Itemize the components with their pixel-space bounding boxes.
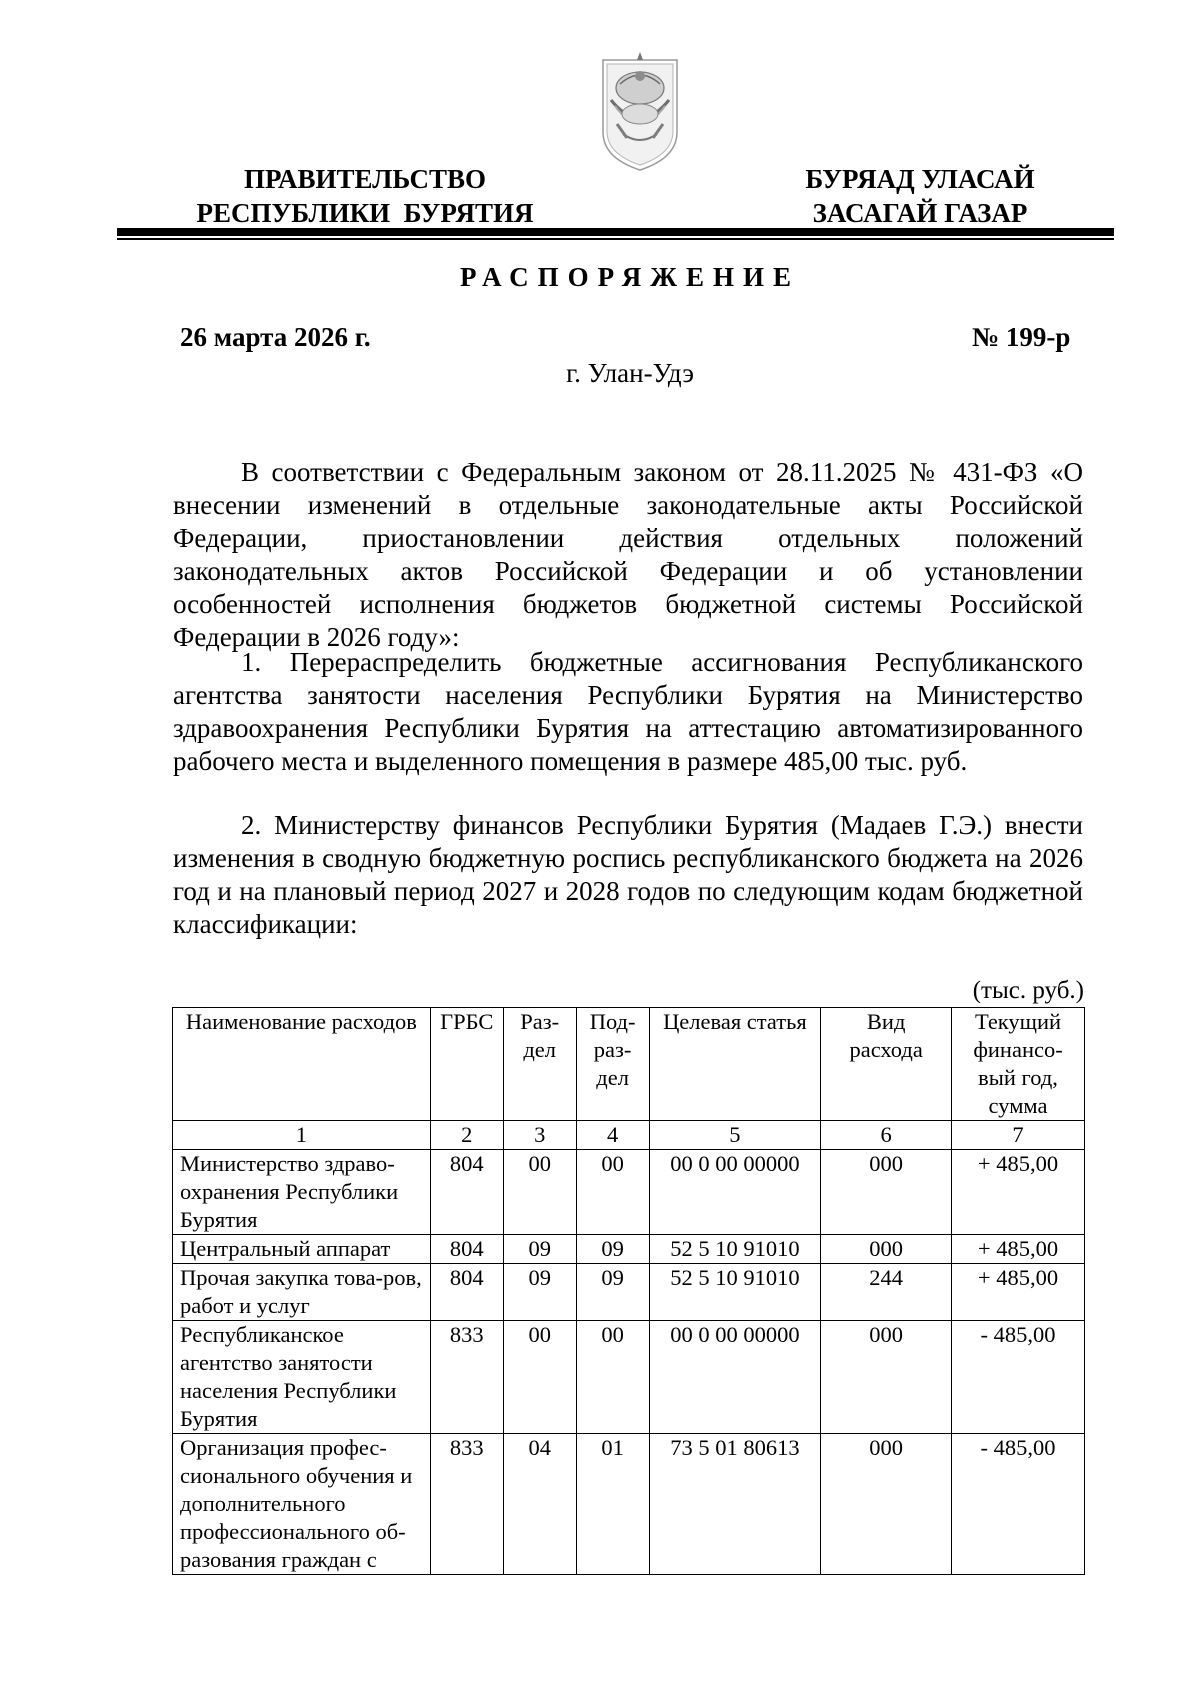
header-name: Наименование расходов	[173, 1008, 431, 1121]
column-number: 6	[821, 1121, 952, 1150]
cell-tselevaya: 00 0 00 00000	[649, 1150, 821, 1235]
cell-grbs: 833	[430, 1434, 503, 1575]
cell-tselevaya: 52 5 10 91010	[649, 1264, 821, 1321]
column-number: 7	[952, 1121, 1085, 1150]
cell-grbs: 833	[430, 1321, 503, 1434]
header-tselevaya: Целевая статья	[649, 1008, 821, 1121]
header-right-line2: ЗАСАГАЙ ГАЗАР	[812, 198, 1028, 228]
government-name-russian	[160, 162, 570, 230]
cell-razdel: 04	[503, 1434, 576, 1575]
cell-razdel: 09	[503, 1235, 576, 1264]
header-razdel: Раз-дел	[503, 1008, 576, 1121]
cell-grbs: 804	[430, 1264, 503, 1321]
document-number: № 199-р	[972, 322, 1071, 352]
cell-name: Министерство здраво-охранения Республики Бурятия	[173, 1150, 431, 1235]
cell-vid: 000	[821, 1235, 952, 1264]
cell-vid: 244	[821, 1264, 952, 1321]
document-title: РАСПОРЯЖЕНИЕ	[459, 262, 801, 292]
cell-summa: - 485,00	[952, 1321, 1085, 1434]
cell-grbs: 804	[430, 1235, 503, 1264]
cell-name: Организация профес-сионального обучения и дополнительного профессионального об-разования граждан с	[173, 1434, 431, 1575]
cell-razdel: 00	[503, 1150, 576, 1235]
column-number: 5	[649, 1121, 821, 1150]
cell-podrazdel: 09	[576, 1264, 649, 1321]
cell-vid: 000	[821, 1321, 952, 1434]
header-divider-thin	[117, 238, 1114, 240]
column-number: 3	[503, 1121, 576, 1150]
cell-name: Центральный аппарат	[173, 1235, 431, 1264]
column-number-row	[173, 1121, 1085, 1150]
table-header-row	[173, 1008, 1085, 1121]
header-grbs: ГРБС	[430, 1008, 503, 1121]
cell-tselevaya: 73 5 01 80613	[649, 1434, 821, 1575]
cell-summa: - 485,00	[952, 1434, 1085, 1575]
header-left-line1: ПРАВИТЕЛЬСТВО	[243, 164, 487, 194]
column-number: 2	[430, 1121, 503, 1150]
item-1-paragraph	[173, 646, 1083, 778]
table-row	[173, 1264, 1085, 1321]
table-row	[173, 1321, 1085, 1434]
header-divider-thick	[117, 228, 1114, 236]
cell-razdel: 09	[503, 1264, 576, 1321]
table-row	[173, 1150, 1085, 1235]
cell-summa: + 485,00	[952, 1235, 1085, 1264]
table-units-label: (тыс. руб.)	[972, 977, 1084, 1004]
cell-name: Прочая закупка това-ров, работ и услуг	[173, 1264, 431, 1321]
item-2-paragraph	[173, 809, 1083, 941]
cell-razdel: 00	[503, 1321, 576, 1434]
header-left-line2: РЕСПУБЛИКИ БУРЯТИЯ	[196, 198, 534, 228]
header-right-line1: БУРЯАД УЛАСАЙ	[805, 164, 1035, 194]
header-podrazdel: Под-раз-дел	[576, 1008, 649, 1121]
table-row	[173, 1235, 1085, 1264]
cell-tselevaya: 52 5 10 91010	[649, 1235, 821, 1264]
cell-grbs: 804	[430, 1150, 503, 1235]
cell-name: Республиканское агентство занятости населения Республики Бурятия	[173, 1321, 431, 1434]
header-vid: Вид расхода	[821, 1008, 952, 1121]
item-1-text: 1. Перераспределить бюджетные ассигнования Республиканского агентства занятости населения Республики Бурятия на Министерство здравоохранения Республики Бурятия на аттестацию автоматизированного рабочего места и выделенного помещения в размере 485,00 тыс. руб.	[173, 647, 1083, 776]
item-2-text: 2. Министерству финансов Республики Бурятия (Мадаев Г.Э.) внести изменения в сводную бюджетную роспись республиканского бюджета на 2026 год и на плановый период 2027 и 2028 годов по следующим кодам бюджетной классификации:	[173, 810, 1083, 939]
preamble-text: В соответствии с Федеральным законом от 28.11.2025 № 431-ФЗ «О внесении изменений в отдельные законодательные акты Российской Федерации, приостановлении действия отдельных положений законодательных актов Российской Федерации и об установлении особенностей исполнения бюджетов бюджетной системы Российской Федерации в 2026 году»:	[173, 457, 1083, 652]
cell-podrazdel: 09	[576, 1235, 649, 1264]
cell-summa: + 485,00	[952, 1150, 1085, 1235]
cell-podrazdel: 01	[576, 1434, 649, 1575]
budget-table	[172, 1007, 1085, 1575]
column-number: 1	[173, 1121, 431, 1150]
cell-tselevaya: 00 0 00 00000	[649, 1321, 821, 1434]
coat-of-arms-emblem	[597, 48, 683, 172]
column-number: 4	[576, 1121, 649, 1150]
cell-podrazdel: 00	[576, 1321, 649, 1434]
preamble-paragraph	[173, 456, 1083, 654]
cell-summa: + 485,00	[952, 1264, 1085, 1321]
document-date: 26 марта 2026 г.	[180, 322, 371, 352]
header-summa: Текущий финансо-вый год, сумма	[952, 1008, 1085, 1121]
cell-vid: 000	[821, 1150, 952, 1235]
cell-vid: 000	[821, 1434, 952, 1575]
document-city: г. Улан-Удэ	[566, 358, 694, 388]
government-name-buryat	[770, 162, 1070, 230]
table-row	[173, 1434, 1085, 1575]
cell-podrazdel: 00	[576, 1150, 649, 1235]
